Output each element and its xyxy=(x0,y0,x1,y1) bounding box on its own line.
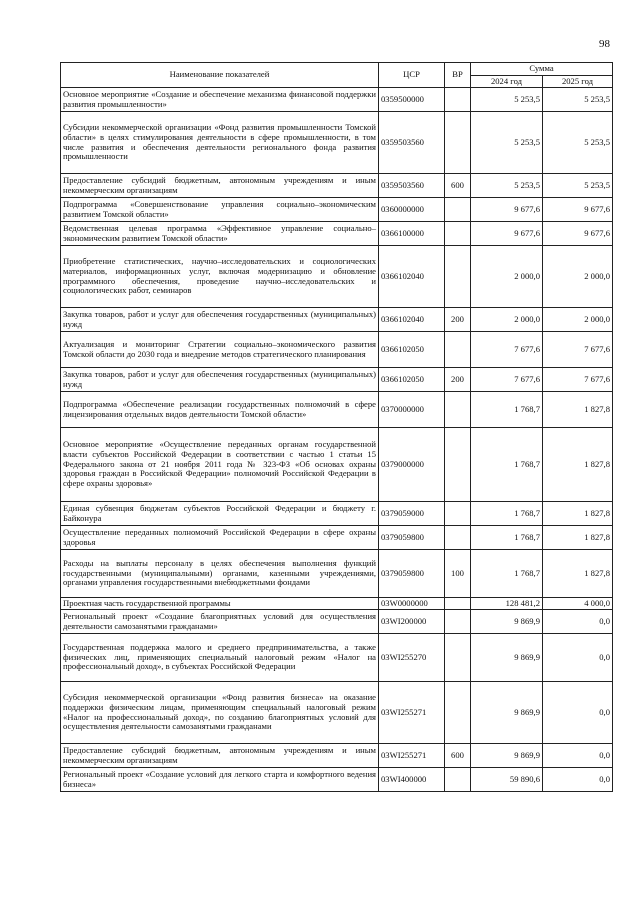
row-name: Региональный проект «Создание условий для легкого старта и комфортного ведения бизнеса» xyxy=(61,768,379,792)
table-row xyxy=(61,308,613,332)
row-csr: 0379059800 xyxy=(379,526,445,550)
row-sum-2024: 9 677,6 xyxy=(471,222,543,246)
table-row xyxy=(61,174,613,198)
table-row xyxy=(61,368,613,392)
row-sum-2025: 0,0 xyxy=(543,634,613,682)
row-sum-2025: 1 827,8 xyxy=(543,526,613,550)
row-vr xyxy=(445,198,471,222)
row-name: Единая субвенция бюджетам субъектов Российской Федерации и бюджету г. Байконура xyxy=(61,502,379,526)
row-csr: 0359500000 xyxy=(379,88,445,112)
row-vr xyxy=(445,634,471,682)
table-row xyxy=(61,88,613,112)
row-sum-2024: 1 768,7 xyxy=(471,502,543,526)
table-row xyxy=(61,222,613,246)
row-vr xyxy=(445,502,471,526)
table-row xyxy=(61,768,613,792)
row-sum-2025: 0,0 xyxy=(543,682,613,744)
table-row xyxy=(61,634,613,682)
row-sum-2025: 7 677,6 xyxy=(543,332,613,368)
row-sum-2024: 9 869,9 xyxy=(471,682,543,744)
row-vr xyxy=(445,332,471,368)
row-csr: 03WI255271 xyxy=(379,682,445,744)
row-name: Приобретение статистических, научно–исследовательских и социологических материалов, информационных услуг, включая модернизацию и обновление программного обеспечения, проведение научно–исследовательских и социологических работ, семинаров xyxy=(61,246,379,308)
row-name: Предоставление субсидий бюджетным, автономным учреждениям и иным некоммерческим организациям xyxy=(61,174,379,198)
table-row xyxy=(61,428,613,502)
row-name: Подпрограмма «Совершенствование управления социально–экономическим развитием Томской области» xyxy=(61,198,379,222)
row-vr: 200 xyxy=(445,308,471,332)
row-csr: 03WI255270 xyxy=(379,634,445,682)
row-csr: 0379059000 xyxy=(379,502,445,526)
row-name: Подпрограмма «Обеспечение реализации государственных полномочий в сфере лицензирования отдельных видов деятельности Томской области» xyxy=(61,392,379,428)
table-row xyxy=(61,198,613,222)
header-name: Наименование показателей xyxy=(61,63,379,88)
row-sum-2025: 2 000,0 xyxy=(543,308,613,332)
row-csr: 0366102040 xyxy=(379,246,445,308)
row-sum-2025: 5 253,5 xyxy=(543,112,613,174)
row-sum-2025: 0,0 xyxy=(543,744,613,768)
row-vr xyxy=(445,112,471,174)
table-row xyxy=(61,332,613,368)
row-csr: 03WI255271 xyxy=(379,744,445,768)
row-vr xyxy=(445,526,471,550)
row-sum-2024: 9 677,6 xyxy=(471,198,543,222)
row-name: Проектная часть государственной программы xyxy=(61,598,379,610)
header-csr: ЦСР xyxy=(379,63,445,88)
row-vr: 600 xyxy=(445,744,471,768)
row-sum-2025: 5 253,5 xyxy=(543,88,613,112)
row-sum-2024: 1 768,7 xyxy=(471,428,543,502)
row-csr: 0360000000 xyxy=(379,198,445,222)
row-vr xyxy=(445,428,471,502)
row-vr xyxy=(445,598,471,610)
budget-table xyxy=(60,62,613,792)
table-header xyxy=(61,63,613,88)
row-name: Субсидии некоммерческой организации «Фонд развития промышленности Томской области» в целях стимулирования деятельности в сфере промышленности, в том числе развития и обеспечения деятельности регионального фонда развития промышленности xyxy=(61,112,379,174)
row-sum-2024: 2 000,0 xyxy=(471,308,543,332)
row-sum-2025: 1 827,8 xyxy=(543,502,613,526)
table-row xyxy=(61,246,613,308)
row-csr: 03WI400000 xyxy=(379,768,445,792)
row-sum-2024: 128 481,2 xyxy=(471,598,543,610)
table-row xyxy=(61,112,613,174)
row-name: Основное мероприятие «Создание и обеспечение механизма финансовой поддержки развития промышленности» xyxy=(61,88,379,112)
table-row xyxy=(61,392,613,428)
row-vr xyxy=(445,682,471,744)
table-row xyxy=(61,744,613,768)
row-sum-2024: 1 768,7 xyxy=(471,526,543,550)
row-csr: 0379000000 xyxy=(379,428,445,502)
row-csr: 0366100000 xyxy=(379,222,445,246)
header-year-2025: 2025 год xyxy=(543,76,613,88)
row-name: Расходы на выплаты персоналу в целях обеспечения выполнения функций государственными (муниципальными) органами, казенными учреждениями, органами управления государственными внебюджетными фондами xyxy=(61,550,379,598)
row-sum-2024: 9 869,9 xyxy=(471,634,543,682)
row-sum-2024: 5 253,5 xyxy=(471,88,543,112)
row-vr: 100 xyxy=(445,550,471,598)
row-vr: 200 xyxy=(445,368,471,392)
row-name: Актуализация и мониторинг Стратегии социально–экономического развития Томской области до 2030 года и внедрение методов стратегического планирования xyxy=(61,332,379,368)
table-row xyxy=(61,550,613,598)
row-sum-2024: 59 890,6 xyxy=(471,768,543,792)
row-csr: 0366102050 xyxy=(379,368,445,392)
row-name: Ведомственная целевая программа «Эффективное управление социально–экономическим развитием Томской области» xyxy=(61,222,379,246)
row-name: Предоставление субсидий бюджетным, автономным учреждениям и иным некоммерческим организациям xyxy=(61,744,379,768)
row-name: Закупка товаров, работ и услуг для обеспечения государственных (муниципальных) нужд xyxy=(61,368,379,392)
row-name: Основное мероприятие «Осуществление переданных органам государственной власти субъектов Российской Федерации в соответствии с частью 1 статьи 15 Федерального закона от 21 ноября 2011 года № 323-ФЗ «Об основах охраны здоровья граждан в Российской Федерации» полномочий Российской Федерации в сфере охраны здоровья» xyxy=(61,428,379,502)
row-sum-2025: 0,0 xyxy=(543,768,613,792)
row-sum-2024: 7 677,6 xyxy=(471,368,543,392)
row-sum-2024: 9 869,9 xyxy=(471,744,543,768)
header-year-2024: 2024 год xyxy=(471,76,543,88)
table-body xyxy=(61,88,613,792)
row-csr: 0359503560 xyxy=(379,112,445,174)
row-sum-2024: 5 253,5 xyxy=(471,112,543,174)
row-sum-2025: 5 253,5 xyxy=(543,174,613,198)
row-csr: 0379059800 xyxy=(379,550,445,598)
row-vr xyxy=(445,222,471,246)
row-name: Государственная поддержка малого и среднего предпринимательства, а также физических лиц, применяющих специальный налоговый режим «Налог на профессиональный доход», в субъектах Российской Федерации xyxy=(61,634,379,682)
row-vr: 600 xyxy=(445,174,471,198)
row-vr xyxy=(445,246,471,308)
row-sum-2025: 2 000,0 xyxy=(543,246,613,308)
row-name: Субсидия некоммерческой организации «Фонд развития бизнеса» на оказание поддержки физическим лицам, применяющим специальный налоговый режим «Налог на профессиональный доход», по созданию благоприятных условий для осуществления деятельности самозанятыми гражданами xyxy=(61,682,379,744)
row-sum-2024: 2 000,0 xyxy=(471,246,543,308)
row-csr: 03W0000000 xyxy=(379,598,445,610)
row-sum-2025: 1 827,8 xyxy=(543,428,613,502)
header-vr: ВР xyxy=(445,63,471,88)
row-sum-2025: 7 677,6 xyxy=(543,368,613,392)
table-row xyxy=(61,610,613,634)
table-row xyxy=(61,526,613,550)
row-name: Осуществление переданных полномочий Российской Федерации в сфере охраны здоровья xyxy=(61,526,379,550)
row-vr xyxy=(445,88,471,112)
row-sum-2025: 1 827,8 xyxy=(543,550,613,598)
row-sum-2025: 0,0 xyxy=(543,610,613,634)
row-sum-2024: 7 677,6 xyxy=(471,332,543,368)
row-csr: 0370000000 xyxy=(379,392,445,428)
table-row xyxy=(61,598,613,610)
row-csr: 03WI200000 xyxy=(379,610,445,634)
row-sum-2024: 5 253,5 xyxy=(471,174,543,198)
page-number: 98 xyxy=(599,38,610,50)
row-csr: 0359503560 xyxy=(379,174,445,198)
row-csr: 0366102040 xyxy=(379,308,445,332)
row-vr xyxy=(445,768,471,792)
row-sum-2024: 1 768,7 xyxy=(471,392,543,428)
header-sum: Сумма xyxy=(471,63,613,76)
row-sum-2025: 1 827,8 xyxy=(543,392,613,428)
table-row xyxy=(61,502,613,526)
row-sum-2025: 9 677,6 xyxy=(543,198,613,222)
row-csr: 0366102050 xyxy=(379,332,445,368)
row-vr xyxy=(445,392,471,428)
table-row xyxy=(61,682,613,744)
row-vr xyxy=(445,610,471,634)
row-sum-2024: 1 768,7 xyxy=(471,550,543,598)
row-sum-2025: 9 677,6 xyxy=(543,222,613,246)
row-sum-2025: 4 000,0 xyxy=(543,598,613,610)
row-sum-2024: 9 869,9 xyxy=(471,610,543,634)
row-name: Региональный проект «Создание благоприятных условий для осуществления деятельности самозанятыми гражданами» xyxy=(61,610,379,634)
row-name: Закупка товаров, работ и услуг для обеспечения государственных (муниципальных) нужд xyxy=(61,308,379,332)
